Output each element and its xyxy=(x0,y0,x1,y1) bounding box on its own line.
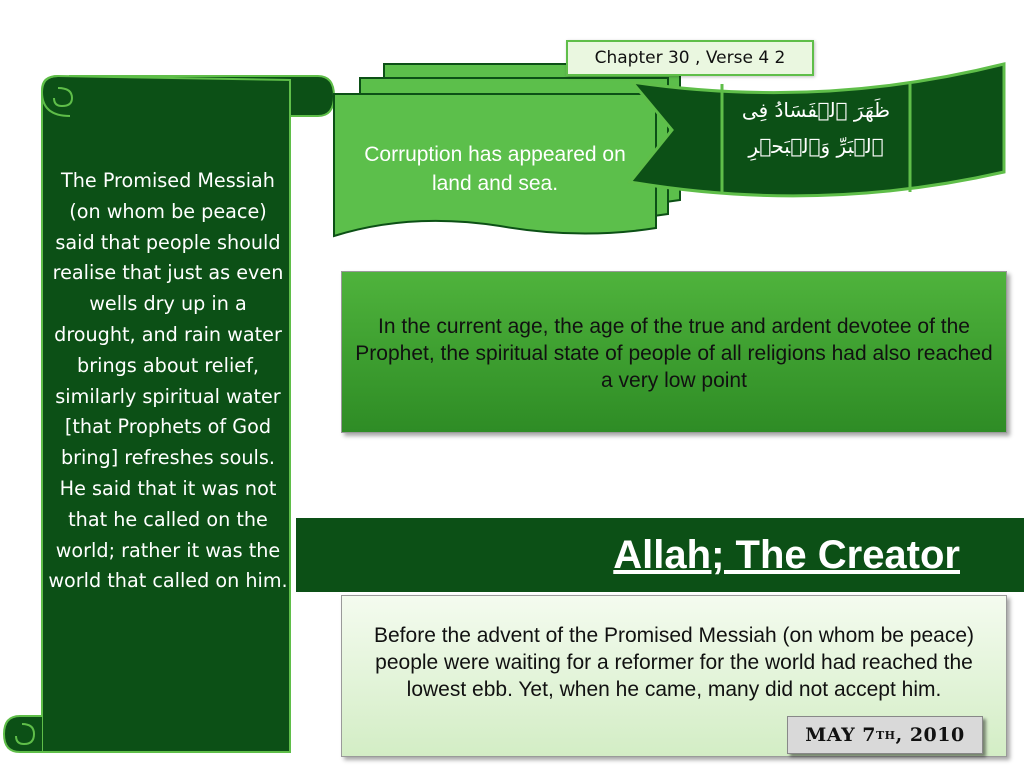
date-badge xyxy=(787,716,983,754)
date-month-day: MAY 7 xyxy=(805,724,876,746)
date-suffix: TH xyxy=(876,728,896,742)
date-year: , 2010 xyxy=(895,724,965,746)
verse-translation: Corruption has appeared on land and sea. xyxy=(364,143,626,195)
verse-arabic-text: ظَهَرَ ٱلۡفَسَادُ فِى ٱلۡبَرِّ وَٱلۡبَحۡرِ xyxy=(741,98,891,158)
slide-title: Allah; The Creator xyxy=(613,533,960,577)
chapter-verse-label: Chapter 30 , Verse 4 2 xyxy=(566,40,814,76)
scroll-quote-text: The Promised Messiah (on whom be peace) said that people should realise that just as even wells dry up in a drought, and rain water brings about relief, similarly spiritual water [that Prophets of God bring] refreshes souls. He said that it was not that he called on the world; rather it was the world that called on him. xyxy=(48,169,288,593)
age-statement-text: In the current age, the age of the true and ardent devotee of the Prophet, the spiritual state of people of all religions had also reached a very low point xyxy=(355,315,993,392)
advent-statement-text: Before the advent of the Promised Messiah (on whom be peace) people were waiting for a reformer for the world had reached the lowest ebb. Yet, when he came, many did not accept him. xyxy=(374,624,974,701)
